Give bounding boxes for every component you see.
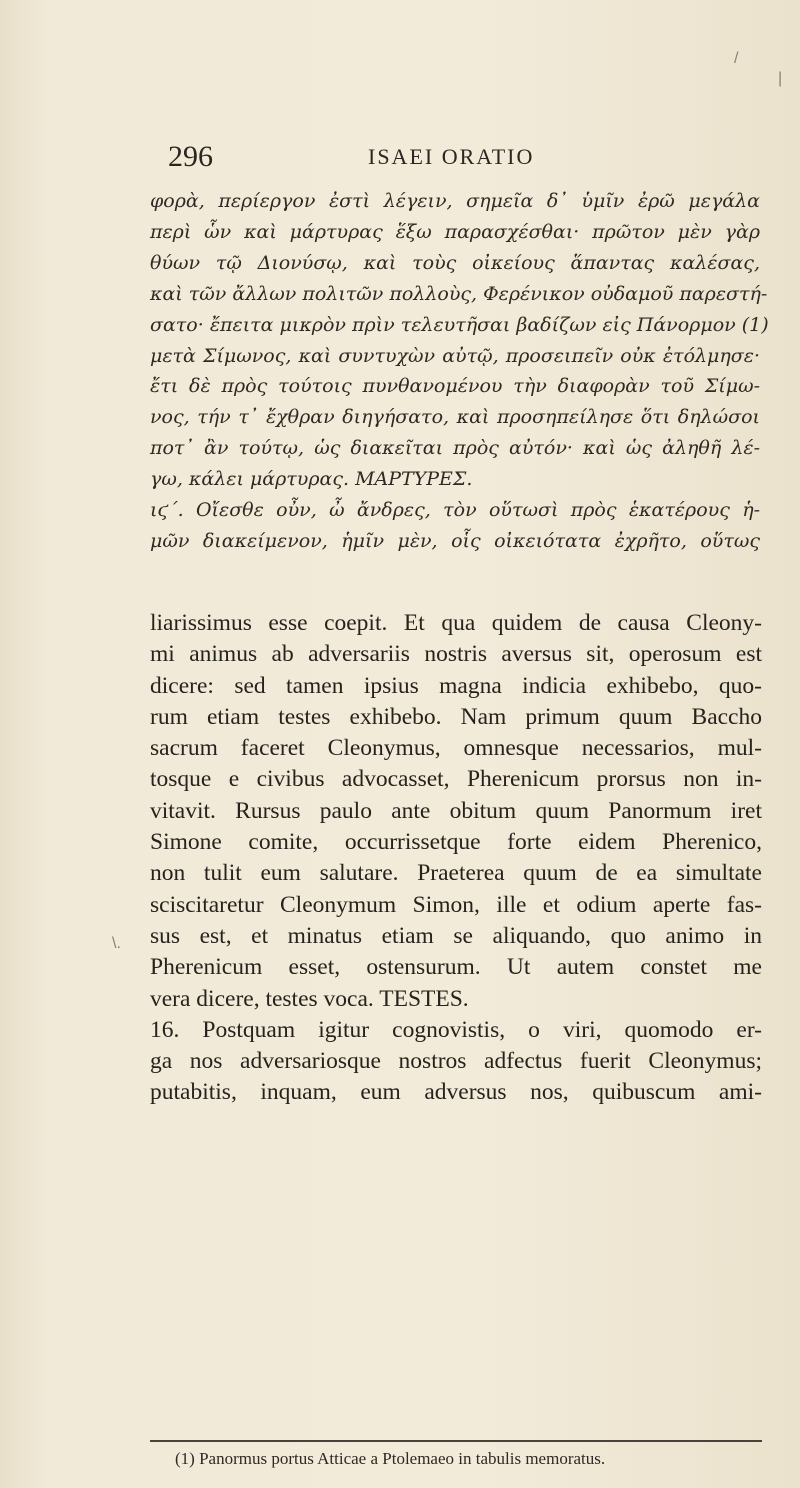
greek-line: ἔτι δὲ πρὸς τούτοις πυνθανομένου τὴν διαφορὰν τοῦ Σίμω- (150, 375, 760, 398)
latin-line: non tulit eum salutare. Praeterea quum de ea simultate (150, 860, 762, 887)
latin-line: liarissimus esse coepit. Et qua quidem de causa Cleony- (150, 610, 762, 636)
margin-tick-mark: / (734, 50, 739, 67)
latin-text-block (150, 608, 762, 1109)
greek-line: θύων τῷ Διονύσῳ, καὶ τοὺς οἰκείους ἅπαντας καλέσας, (150, 251, 760, 274)
latin-line: mi animus ab adversariis nostris aversus sit, operosum est (150, 641, 762, 668)
latin-line: 16. Postquam igitur cognovistis, o viri, quomodo er- (150, 1016, 762, 1043)
latin-line: dicere: sed tamen ipsius magna indicia exhibebo, quo- (150, 672, 762, 699)
latin-line: ga nos adversariosque nostros adfectus fuerit Cleonymus; (150, 1048, 762, 1075)
footnote-rule (150, 1440, 762, 1442)
latin-line: rum etiam testes exhibebo. Nam primum quum Baccho (150, 703, 762, 730)
latin-line: vera dicere, testes voca. TESTES. (150, 985, 469, 1012)
greek-line: καὶ τῶν ἄλλων πολιτῶν πολλοὺς, Φερένικον οὐδαμοῦ παρεστή- (150, 282, 768, 305)
margin-tick-mark: | (778, 70, 783, 87)
greek-line: γω, κάλει μάρτυρας. ΜΑΡΤΥΡΕΣ. (150, 468, 473, 491)
greek-line: ιϛ΄. Οἴεσθε οὖν, ὦ ἄνδρες, τὸν οὕτωσὶ πρὸς ἑκατέρους ἡ- (150, 499, 760, 522)
greek-line: μῶν διακείμενον, ἡμῖν μὲν, οἷς οἰκειότατα ἐχρῆτο, οὕτως (150, 529, 760, 552)
latin-line: putabitis, inquam, eum adversus nos, quibuscum ami- (150, 1079, 762, 1106)
footnote: (1) Panormus portus Atticae a Ptolemaeo in tabulis memoratus. (175, 1449, 606, 1468)
latin-line: sacrum faceret Cleonymus, omnesque necessarios, mul- (150, 735, 762, 762)
latin-line: sciscitaretur Cleonymum Simon, ille et odium aperte fas- (150, 891, 762, 918)
greek-line: μετὰ Σίμωνος, καὶ συντυχὼν αὐτῷ, προσειπεῖν οὐκ ἐτόλμησε· (150, 344, 760, 367)
page-number: 296 (168, 140, 213, 173)
page-header (168, 140, 730, 180)
greek-text-block (150, 186, 769, 557)
latin-line: Simone comite, occurrissetque forte eidem Pherenico, (150, 829, 762, 856)
latin-line: sus est, et minatus etiam se aliquando, quo animo in (150, 922, 762, 949)
greek-line: νος, τήν τ᾽ ἔχθραν διηγήσατο, καὶ προσηπείλησε ὅτι δηλώσοι (150, 406, 760, 429)
greek-line: ποτ᾽ ἂν τούτῳ, ὡς διακεῖται πρὸς αὐτόν· καὶ ὡς ἀληθῆ λέ- (150, 437, 760, 460)
latin-line: Pherenicum esset, ostensurum. Ut autem constet me (150, 954, 762, 981)
margin-tick-mark: \. (112, 935, 121, 952)
latin-line: tosque e civibus advocasset, Pherenicum prorsus non in- (150, 766, 762, 793)
latin-line: vitavit. Rursus paulo ante obitum quum Panormum iret (150, 797, 762, 824)
running-head: ISAEI ORATIO (368, 144, 535, 169)
greek-line: περὶ ὧν καὶ μάρτυρας ἕξω παρασχέσθαι· πρῶτον μὲν γὰρ (150, 220, 760, 243)
greek-line: φορὰ, περίεργον ἐστὶ λέγειν, σημεῖα δ᾽ ὑμῖν ἐρῶ μεγάλα (150, 190, 760, 212)
greek-line: σατο· ἔπειτα μικρὸν πρὶν τελευτῆσαι βαδίζων εἰς Πάνορμον (1) (150, 313, 769, 336)
